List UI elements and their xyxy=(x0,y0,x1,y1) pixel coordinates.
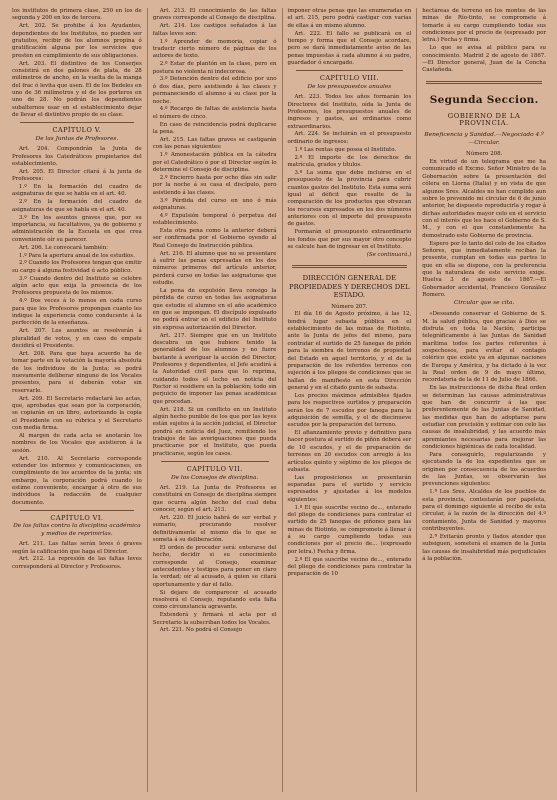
paragraph: Formarán el presupuesto extraordinario los fondos que por sus mayor otro concepto se calcule han de ingresar en el Instituto. xyxy=(287,229,412,250)
paragraph: los institutos de primera clase, 250 en los de segunda y 200 en los de tercera. xyxy=(12,8,142,22)
paragraph: Art. 209. El Secretario redactará las actas, que, aprobadas que sean por la corporación, se copiarán en un libro, autorizando la copia el Presidente con su rúbrica y el Secretario con media firma. xyxy=(12,395,142,431)
paragraph: Espero por lo tanto del celo de los citados Señores, que inmediatamente reciban la presente, cumplan en todas sus partes lo que en ella se dispone, con la preferencia que la naturaleza de este servicio exige. Huelva 3 de agosto de 1867.—El Gobernador accidental, Francisco González Romero. xyxy=(422,240,546,298)
continuation-note: (Se continuará.) xyxy=(366,251,412,258)
section-subtitle: GOBIERNO DE LA PROVINCIA. xyxy=(447,111,521,128)
paragraph: Art. 219. La Junta de Profesores se constituirá en Consejo de disciplina siempre que ocurra algún hecho del cual deba conocer, según el art. 213. xyxy=(152,484,277,513)
paragraph: En virtud de un telegrama que me ha comunicado el Excmo. Señor Ministro de la Gobernación sobre la presentación del cólera en Liorna (Italia) y en vista de que algunos Sres. Alcaldes no han cumplido aun sobre lo prevenido mi circular de 6 de junio anterior, he dispuesto reproducirla y rogar á dichas autoridades mayor celo en el servicio con el interés que les hace el Gobierno de S. M., y con el que constantemente ha demostrado este Gobierno de provincia. xyxy=(422,159,546,239)
paragraph: Extenderá y firmará el acta por el Secretario la subscriban todos los Vocales. xyxy=(152,612,277,626)
chapter-heading: CAPÍTULO V. xyxy=(52,126,102,135)
divider xyxy=(296,70,404,71)
paragraph: Art. 217. Siempre que en un Instituto descubra un que hubiere tenido la generalidad de los alumnos y no fuere bastante á averiguar la acción del Director, Profesores y dependientes, el Jefe acudirá á la Autoridad civil para que lo reprima, cuidando todos el lecho en noticia del Rector si residiere en la población; todo sin perjuicio de imponer las penas académicas que procedan. xyxy=(152,332,277,405)
paragraph: Art. 223. Todos los años formarán los Directores del Instituto, oída la Junta de Profesores, los presupuestos anuales de ingresos y gastos, así ordinarios como extraordinarios. xyxy=(287,94,412,130)
paragraph: Si dejare de comparecer el acusado resolverá el Consejo, reputando esta falta como circunstancia agravante. xyxy=(152,589,277,611)
chapter-heading: CAPÍTULO VII. xyxy=(186,465,243,474)
paragraph: Art. 205. El Director citará á la junta de Profesores: xyxy=(12,168,142,183)
divider xyxy=(161,461,269,462)
paragraph: 2.º Cuando los Profesores tengan que emitir su cargo á alguna festividad ú acto público. xyxy=(12,260,142,274)
announcement-number: Número 207. xyxy=(331,303,368,310)
paragraph: 3.º Pérdida del curso en uno ó más asignaturas. xyxy=(152,197,277,211)
paragraph: 1.º Para la apertura anual de los estudios. xyxy=(19,252,135,259)
paragraph: Art. 215. Las faltas graves se castigarán con las penas siguientes: xyxy=(152,137,277,151)
paragraph: Art. 211. Las faltas serán leves ó graves según la calificación que haga el Director. xyxy=(12,541,142,555)
section-heading: DIRECCIÓN GENERAL DE PROPIEDADES Y DERECHOS DEL ESTADO. xyxy=(289,274,410,300)
section-title: Segunda Seccion. xyxy=(429,93,539,106)
paragraph: La pena de expulsión lleva consigo la pérdida de curso en todas las asignaturas que estudie el alumno en el año académico en que se impongan. El discípulo expulsado no podrá entrar en el edificio del Instituto sin expresa autorización del Director. xyxy=(152,288,277,331)
column-2 xyxy=(147,8,282,792)
divider xyxy=(292,265,408,268)
paragraph: 2.º Encierro hasta por ocho días sin salir por la noche á su casa el discípulo, pero asistiendo á las clases. xyxy=(152,174,277,196)
paragraph: Esta otra pena como la anterior deberá ser confirmada por el Gobierno oyendo al Real Consejo de Instrucción pública. xyxy=(152,228,277,249)
announcement-number: Número 208. xyxy=(465,151,503,158)
paragraph: «Deseando conservar el Gobierno de S. M. la salud pública, que gracias á Dios se disfruta en toda la Nación, participa telegráficamente á las Juntas de Sanidad marítima todos los partes referentes á sospechosos, para evitar el contagio colérico que existe ya en algunas naciones de Europa y América, y ha dictado á la vez la Real orden de 9 de mayo último, recordatoria de la de 11 de Julio de 1866. xyxy=(422,311,546,384)
subsection-heading: Beneficencia y Sanidad.—Negociado 4.º—Circular. xyxy=(424,132,544,146)
paragraph: 1.º Las rentas que posea el Instituto. xyxy=(294,146,397,153)
paragraph: Art. 220. El juicio habrá de ser verbal y sumario, procurando resolver definitivamente el mismo día lo que se someta á su deliberación. xyxy=(152,514,277,543)
divider xyxy=(20,122,134,123)
paragraph: 1.º El que suscribe vecino de..., enterado del pliego de condiciones para contratar el surtido de 25 fanegas de piñones para las minas de Riotinto, se compromete á llenar á á su cargo cumpliendo todas sus condiciones por el precio de... (expresado por letra.) Fecha y firma. xyxy=(287,504,412,555)
paragraph: 3.º Cuando dentro del Instituto se celebre algún acto que exija la presencia de los Profesores propuesta de los mismos. xyxy=(12,275,142,297)
paragraph: Art. 216. El alumno que no se presentare á sufrir las penas expresadas en los dos números primeros del artículo anterior, perderá curso en todas las asignaturas que estudie. xyxy=(152,250,277,287)
column-3 xyxy=(282,8,417,792)
paragraph: Para conseguirlo, regularizando y ejecutando la de los expedientes que se originen por consecuencia de los acuerdos de las Juntas, se observarán las prevenciones siguientes: xyxy=(422,451,546,488)
paragraph: 4.º Recargo de faltas de asistencia hasta el número de cinco. xyxy=(152,106,277,120)
paragraph: El orden de proceder será: enterarse del hecho, decidir si su conocimiento corresponde al Consejo, examinar antecedentes y testigos para poner en claro la verdad; oír al acusado, á quien se citará oportunamente y dar el fallo. xyxy=(152,544,277,588)
paragraph: Art. 212. La represión de las faltas leves corresponderá al Director y Profesores. xyxy=(12,556,142,570)
paragraph: Art. 218. Si un conflicto en un Instituto algún hecho punible de los que por las leyes están sujetos á la acción judicial, el Director pondrá en noticia del Juez, remitiendo los trabajos de las averiguaciones que pueda practicarse por el Instituto, que pueda practicarse, según los casos. xyxy=(152,406,277,457)
paragraph: 4.º Expulsión temporal ó perpetua del establecimiento. xyxy=(152,212,277,227)
chapter-subheading: De las faltas contra la disciplina académica y medios de reprimirlas. xyxy=(13,523,141,537)
paragraph: Art. 202. Se prohibe á los Ayudantes, dependientes de los Institutos, no pueden ser gratuitos, recibir de los alumnos propina ó gratificación alguna por los servicios que presten en cumplimiento de sus obligaciones. xyxy=(12,23,142,59)
paragraph: 1.ª Los Sres. Alcaldes de los pueblos de esta provincia, contestarán por papeleta, para el domingo siguiente al recibo de esta circular, á la razón de la dirección del 4.º contamiento, Junta de Sanidad y mayores contribuyentes. xyxy=(422,489,546,532)
paragraph: 3.º Detención dentro del edificio por uno ó dos días, pero asistiendo á las clases y permaneciendo el alumno á su clase por la noche. xyxy=(152,76,277,105)
paragraph: Lo que se avisa al público para su conocimiento. Madrid 2 de agosto de 1867.—El Director general, Juan de la Concha Castañeda. xyxy=(422,45,546,74)
paragraph: 3.º En los asuntos graves que, por su importancia, su facultativos, ya de gobierno y administración de la Escuela en que crea conveniente oír su parecer. xyxy=(12,214,142,243)
column-1 xyxy=(12,8,147,792)
paragraph: 4.º Dos veces á lo menos en cada curso para que los Profesores propongan cuanto les indique la experiencia como conducente á la perfección de la enseñanza. xyxy=(12,298,142,327)
paragraph: 2.º El que suscribe vecino de..., enterado del pliego de condiciones para contratar la preparación de 10 xyxy=(287,556,412,578)
paragraph: Las proposiciones se presentarán separadas para el surtido y servicio espresados y ajustadas á los modelos siguientes: xyxy=(287,474,412,503)
paragraph: Art. 221. No podrá el Consejo xyxy=(159,627,242,634)
paragraph: Art. 210. Al Secretario corresponde extender los informes y comunicaciones, en cumplimiento de los acuerdos de la junta; sin embargo, la corporación podrá cuando lo estime conveniente, encargar á otro de sus individuos la redacción de cualquier documento. xyxy=(12,455,142,506)
divider xyxy=(426,81,542,84)
paragraph: Al margen de cada acta se anotarán los nombres de los Vocales que asistieron á la sesión. xyxy=(12,432,142,454)
paragraph: El afianzamiento previo y definitivo para hacer postura al surtido de piñón deberá ser de 10 escudos, y el de preparación de terrenos en 20 escudos con arreglo á los artículos quinto y séptimo de los pliegos de subasta. xyxy=(287,430,412,473)
chapter-heading: CAPÍTULO VIII. xyxy=(319,74,379,83)
columns xyxy=(12,8,551,792)
circular-heading: Circular que se cita. xyxy=(453,299,515,306)
paragraph: En las instrucciones de dicha Real orden se determinan las causas administrativas que han de concurrir á las que preferentemente de las Juntas de Sanidad, las medidas que han de adoptarse para estudiar con precisión y estimar con celo las causas de insalubridad, y las acuerdo más apremiantes necesarias para mejorar las condiciones higiénicas de cada localidad. xyxy=(422,385,546,451)
paragraph: 2.º Estar de plantón en la clase, pero en postura no violenta ni indecorosa. xyxy=(152,61,277,75)
paragraph: 2.º En la formación del cuadro de asignaturas de que se habla en el art. 40. xyxy=(12,199,142,213)
paragraph: 2.º El importe de los derechos de matrícula, grados y títulos. xyxy=(287,154,412,169)
paragraph: Art. 207. Los asuntos se resolverán á pluralidad de votos, y en caso de empate decidirá el Presidente. xyxy=(12,328,142,350)
paragraph: En caso de reincidencia podrá duplicarse la pena. xyxy=(152,121,277,136)
chapter-subheading: De las Juntas de Profesores. xyxy=(35,135,119,142)
chapter-subheading: De los presupuestos anuales xyxy=(307,83,392,90)
chapter-subheading: De los Consejos de disciplina. xyxy=(170,474,259,481)
paragraph: 1.º Aprender de memoria, copiar ó traducir cierto número de páginas de los autores de texto. xyxy=(152,38,277,60)
paragraph: Los precios máximos admisibles fijados para los respectivos surtidos y preparación serán los de 7 escudos por fanega para la adquisición de semilla, y el de diecinueve escudos por la preparación del terreno. xyxy=(287,392,412,429)
paragraph: hectáreas de terreno en los montes de las minas de Río-tinto, se compromete á tomarle á su cargo cumpliendo todas sus condiciones por el precio de (espresado por letra.) Fecha y firma. xyxy=(422,8,546,44)
paragraph: Art. 206. Le convocará también: xyxy=(19,244,108,251)
paragraph: Art. 222. El fallo se publicará en el tiempo y forma que el Consejo acordare, pero se dará inmediatamente aviso de las penas impuestas á cada alumno á su padre, guardador ó encargado. xyxy=(287,30,412,66)
paragraph: 1.º Amonestación pública en la cátedra por el Catedrático ó por el Director según lo determine el Consejo de disciplina. xyxy=(152,152,277,173)
paragraph: imponer otras penas que las enumeradas en el art. 215, pero podrá castigar con varias de ellas á un mismo alumno. xyxy=(287,8,412,29)
chapter-heading: CAPÍTULO VI. xyxy=(50,513,104,522)
paragraph: Art. 224. Se incluirán en el presupuesto ordinario de ingresos: xyxy=(287,131,412,145)
paragraph: 3.º La suma que debe incluirse en el presupuesto de la provincia para cubrir cuantos gastos del Instituto. Esta suma será igual al déficit que resulte de la comparación de los productos que ofrezcan los recursos expresados en los dos números anteriores con el importe del presupuesto de gastos. xyxy=(287,169,412,228)
paragraph: Art. 203. El distintivo de los Conserjes consistirá en dos galones de plata, de 28 milímetros de ancho, en la vuelta de la manga del frac ó levita que usen. El de los Bedeles en uno de 36 milímetros y el de los porteros en uno de 28. No podrán los dependientes subalternos usar en el establecimiento dejar de llevar el distintivo propio de su clase. xyxy=(12,60,142,118)
paragraph: 1.º En la formación del cuadro de asignaturas de que se habla en el art. 40. xyxy=(12,184,142,198)
paragraph: Art. 213. El conocimiento de las faltas graves corresponde al Consejo de disciplina. xyxy=(152,8,277,22)
divider xyxy=(20,510,134,511)
paragraph: Art. 208. Para que haya acuerdo ha de tomar parte en la votación la mayoría absoluta de los individuos de la Junta; se podrá nuevamente deliberar ninguno de los Vocales presentes, para si deberán votar sin reservarle. xyxy=(12,350,142,394)
paragraph: Art. 204. Compondrán la Junta de Profesores los Catedráticos propietarios del establecimiento. xyxy=(12,146,142,167)
column-4 xyxy=(416,8,551,792)
paragraph: 2.ª Evitarán pronto y llados atender que subsiguen, someterá el examen de la Junta las causas de insalubridad más perjudiciales á la población. xyxy=(422,533,546,562)
paragraph: El día 16 de Agosto próximo, á las 12, tendrá lugar subasta pública en el establecimiento de las minas de Riotinto, ante la Junta de jefes del mismo, para contratar el surtido de 25 fanegas de piñón para la siembra de terrenos de propiedad del Estado en aquel territorio, y el de la preparación de los referidos terrenos con sujeción á los pliegos de condiciones que se hallan de manifiesto en esta Dirección general y en el citado punto de subasta. xyxy=(287,311,412,391)
paragraph: Art. 214. Los castigos señalados á las faltas leves son: xyxy=(152,23,277,37)
